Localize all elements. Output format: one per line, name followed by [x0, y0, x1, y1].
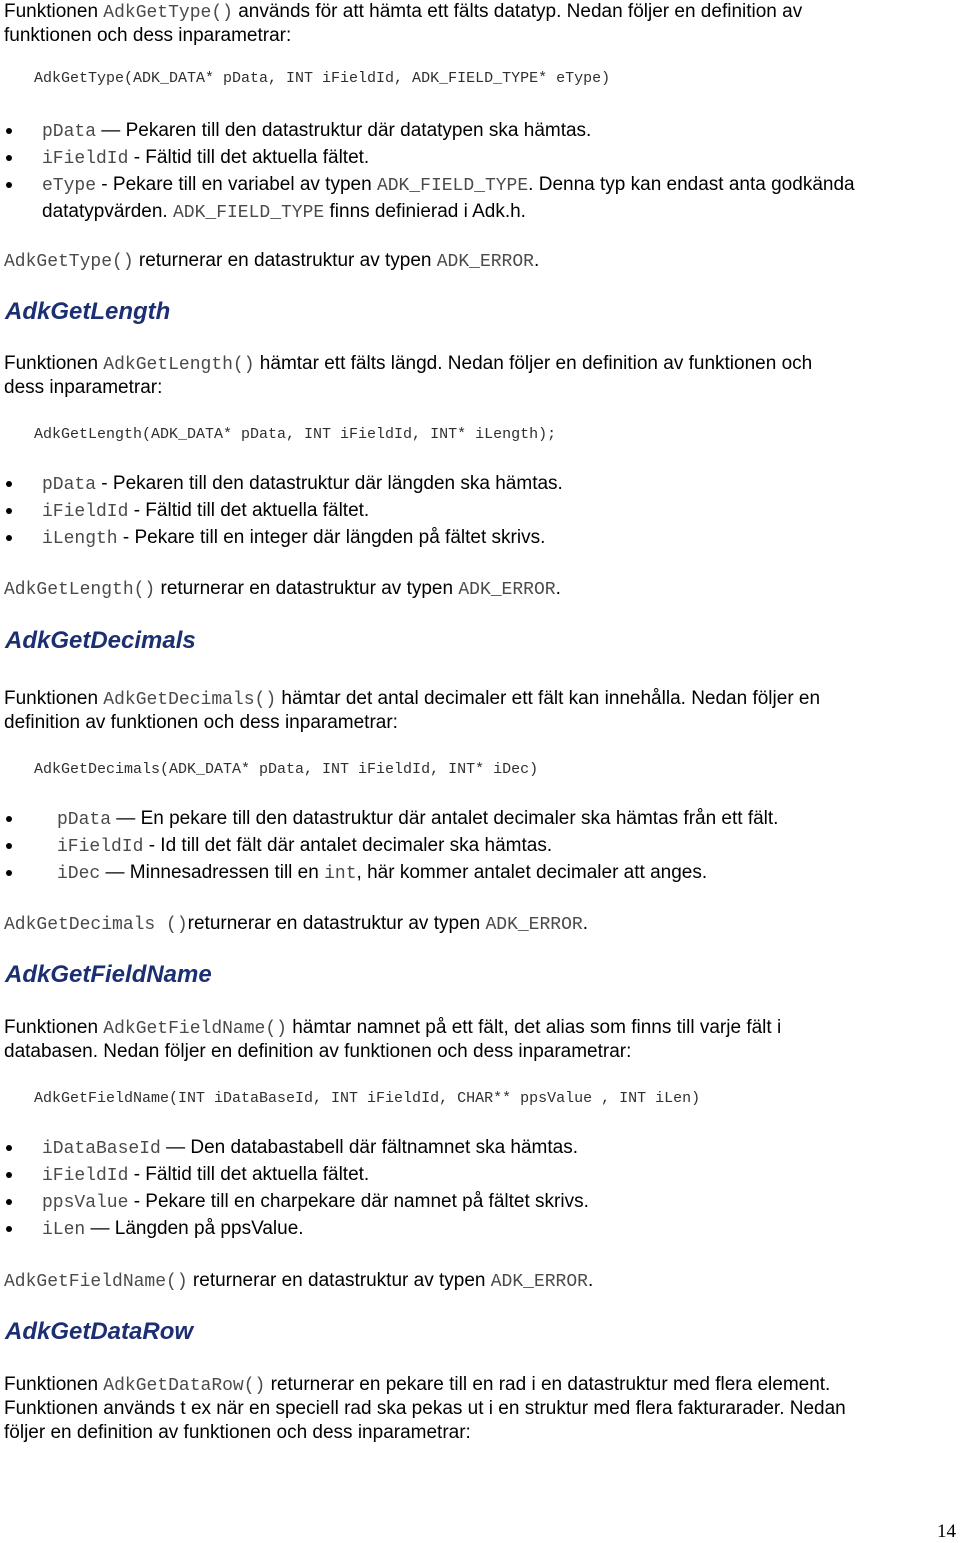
code-identifier: AdkGetLength(): [4, 580, 156, 600]
paragraph-line: [4, 1269, 593, 1294]
paragraph-line: [4, 0, 802, 25]
code-identifier: ADK_FIELD_TYPE: [172, 203, 325, 223]
text-run: hämtar det antal decimaler ett fält kan innehålla. Nedan följer en: [276, 688, 821, 709]
code-identifier: iLen: [42, 1220, 86, 1240]
function-signature: AdkGetDecimals(ADK_DATA* pData, INT iFieldId, INT* iDec): [34, 761, 539, 778]
paragraph-line: [4, 711, 398, 735]
parameter-bullet: [42, 117, 591, 146]
code-identifier: AdkGetDecimals(): [103, 690, 277, 710]
parameter-bullet: [57, 859, 707, 888]
parameter-bullet: [42, 1161, 369, 1190]
parameter-bullet: [42, 524, 545, 553]
code-identifier: int: [324, 864, 357, 884]
text-run: följer en definition av funktionen och dess inparametrar:: [4, 1422, 471, 1443]
text-run: - Fältid till det aktuella fältet.: [128, 500, 370, 521]
text-run: funktionen och dess inparametrar:: [4, 25, 292, 46]
parameter-bullet: [42, 1188, 589, 1217]
text-run: returnerar en datastruktur av typen: [155, 578, 459, 599]
text-run: returnerar en datastruktur av typen: [187, 1270, 491, 1291]
code-identifier: iDec: [57, 864, 101, 884]
text-run: — Minnesadressen till en: [100, 862, 325, 883]
text-run: databasen. Nedan följer en definition av funktionen och dess inparametrar:: [4, 1041, 632, 1062]
text-run: Funktionen: [4, 688, 104, 709]
text-run: — Pekaren till den datastruktur där datatypen ska hämtas.: [96, 120, 592, 141]
code-identifier: pData: [42, 122, 97, 142]
text-run: — En pekare till den datastruktur där antalet decimaler ska hämtas från ett fält.: [111, 808, 779, 829]
text-run: — Längden på ppsValue.: [85, 1218, 304, 1239]
code-identifier: pData: [42, 475, 97, 495]
text-run: - Pekare till en integer där längden på fältet skrivs.: [117, 527, 546, 548]
text-run: .: [555, 578, 561, 599]
text-run: - Fältid till det aktuella fältet.: [128, 1164, 370, 1185]
parameter-bullet: [42, 171, 855, 200]
text-run: Funktionen: [4, 1017, 104, 1038]
function-signature: AdkGetFieldName(INT iDataBaseId, INT iFieldId, CHAR** ppsValue , INT iLen): [34, 1090, 701, 1107]
parameter-bullet: [57, 805, 778, 834]
text-run: - Pekare till en charpekare där namnet på fältet skrivs.: [128, 1191, 589, 1212]
parameter-bullet: [42, 1134, 578, 1163]
text-run: - Pekaren till den datastruktur där längden ska hämtas.: [96, 473, 563, 494]
parameter-bullet: [57, 832, 552, 861]
code-identifier: AdkGetFieldName(): [4, 1272, 188, 1292]
code-identifier: AdkGetDataRow(): [103, 1376, 266, 1396]
code-identifier: AdkGetLength(): [103, 355, 255, 375]
text-run: hämtar ett fälts längd. Nedan följer en definition av funktionen och: [254, 353, 813, 374]
text-run: .: [533, 250, 540, 271]
paragraph-line: [4, 687, 820, 712]
function-signature: AdkGetType(ADK_DATA* pData, INT iFieldId, ADK_FIELD_TYPE* eType): [34, 70, 611, 87]
code-identifier: AdkGetDecimals (): [4, 915, 188, 935]
text-run: definition av funktionen och dess inparametrar:: [4, 712, 398, 733]
code-identifier: AdkGetType(): [4, 252, 134, 272]
code-identifier: iFieldId: [57, 837, 144, 857]
section-heading: AdkGetDataRow: [5, 1318, 194, 1345]
text-run: Funktionen: [4, 1374, 104, 1395]
code-identifier: ADK_FIELD_TYPE: [376, 176, 529, 196]
text-run: - Id till det fält där antalet decimaler ska hämtas.: [143, 835, 553, 856]
text-run: Funktionen: [4, 1, 104, 22]
section-heading: AdkGetDecimals: [5, 627, 196, 654]
code-identifier: iFieldId: [42, 502, 129, 522]
code-identifier: ADK_ERROR: [485, 915, 583, 935]
parameter-bullet: [42, 470, 563, 499]
code-identifier: eType: [42, 176, 97, 196]
parameter-bullet: [42, 497, 369, 526]
text-run: används för att hämta ett fälts datatyp. Nedan följer en definition av: [232, 1, 803, 22]
code-identifier: ADK_ERROR: [436, 252, 534, 272]
paragraph-line: [4, 1373, 830, 1398]
code-identifier: ADK_ERROR: [458, 580, 556, 600]
parameter-bullet: [42, 1215, 304, 1244]
text-run: .: [582, 913, 588, 934]
code-identifier: AdkGetFieldName(): [103, 1019, 287, 1039]
text-run: returnerar en datastruktur av typen: [133, 250, 437, 271]
text-run: finns definierad i Adk.h.: [324, 201, 526, 222]
paragraph-line: [4, 912, 588, 937]
section-heading: AdkGetFieldName: [5, 961, 212, 988]
code-identifier: ppsValue: [42, 1193, 129, 1213]
text-run: returnerar en datastruktur av typen: [187, 913, 486, 934]
text-run: — Den databastabell där fältnamnet ska hämtas.: [160, 1137, 579, 1158]
paragraph-line: [4, 577, 561, 602]
parameter-bullet: [42, 144, 369, 173]
parameter-bullet-continuation: [42, 198, 526, 227]
code-identifier: iDataBaseId: [42, 1139, 161, 1159]
paragraph-line: [4, 352, 812, 377]
paragraph-line: [4, 249, 539, 274]
paragraph-line: [4, 1421, 471, 1445]
text-run: hämtar namnet på ett fält, det alias som finns till varje fält i: [286, 1017, 782, 1038]
text-run: Funktionen: [4, 353, 104, 374]
paragraph-line: [4, 1040, 631, 1064]
text-run: .: [587, 1270, 594, 1291]
section-heading: AdkGetLength: [5, 298, 171, 325]
paragraph-line: [4, 1016, 781, 1041]
text-run: - Fältid till det aktuella fältet.: [128, 147, 370, 168]
function-signature: AdkGetLength(ADK_DATA* pData, INT iFieldId, INT* iLength);: [34, 426, 557, 443]
code-identifier: iLength: [42, 529, 118, 549]
text-run: - Pekare till en variabel av typen: [96, 174, 377, 195]
code-identifier: pData: [57, 810, 112, 830]
code-identifier: AdkGetType(): [103, 3, 233, 23]
code-identifier: ADK_ERROR: [490, 1272, 588, 1292]
page-number: 14: [937, 1521, 956, 1542]
code-identifier: iFieldId: [42, 149, 129, 169]
text-run: Funktionen används t ex när en speciell rad ska pekas ut i en struktur med flera fakturarader. Nedan: [4, 1398, 846, 1419]
text-run: returnerar en pekare till en rad i en datastruktur med flera element.: [265, 1374, 831, 1395]
text-run: , här kommer antalet decimaler att anges.: [356, 862, 708, 883]
text-run: . Denna typ kan endast anta godkända: [528, 174, 855, 195]
text-run: datatypvärden.: [42, 201, 173, 222]
paragraph-line: [4, 1397, 846, 1421]
paragraph-line: [4, 376, 162, 400]
paragraph-line: [4, 24, 291, 48]
code-identifier: iFieldId: [42, 1166, 129, 1186]
text-run: dess inparametrar:: [4, 377, 163, 398]
